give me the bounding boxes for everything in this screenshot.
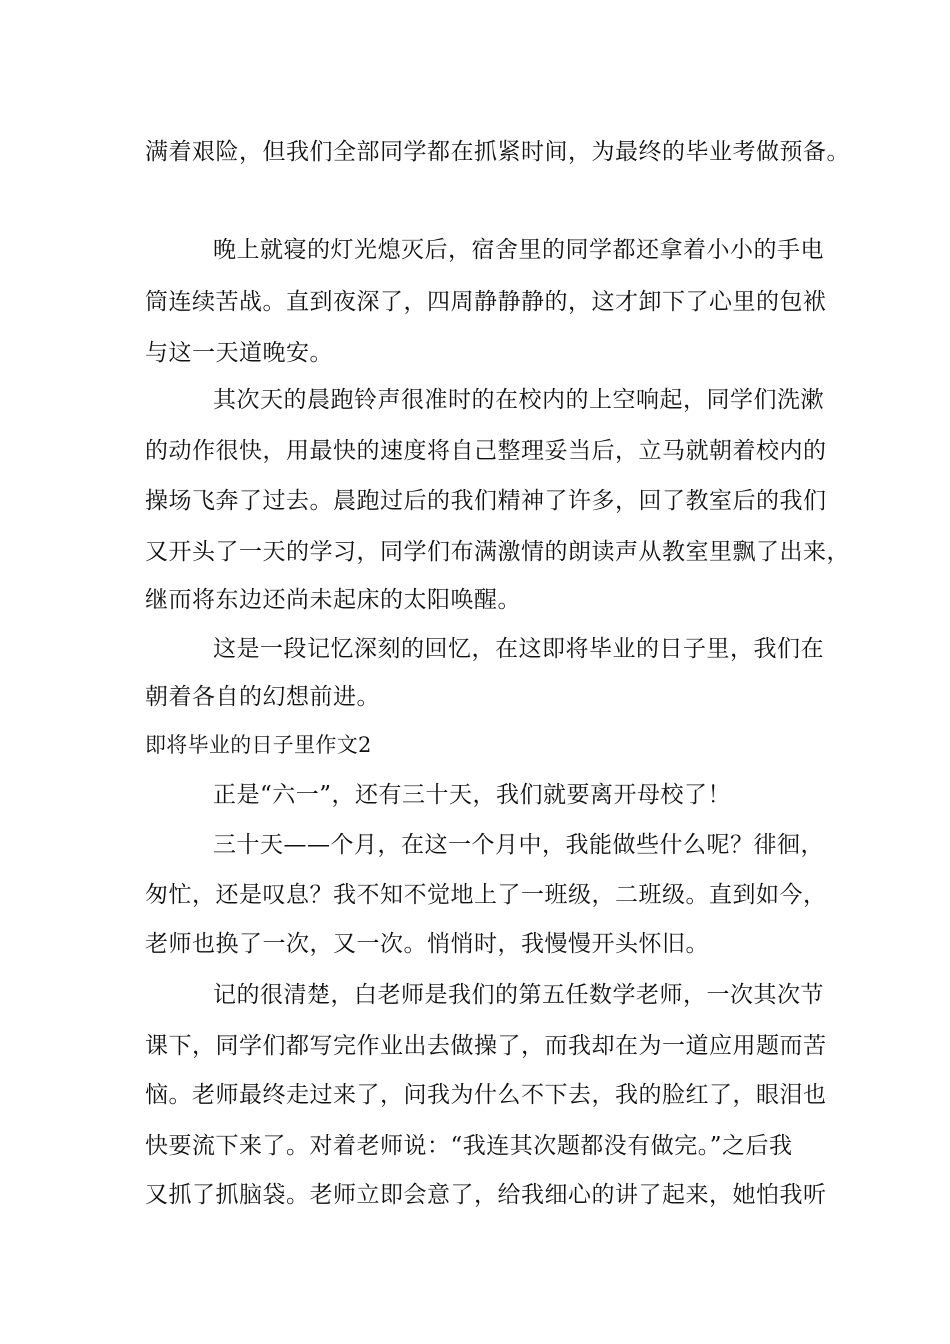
paragraph-line: 记的很清楚，白老师是我们的第五任数学老师，一次其次节 [213, 982, 824, 1008]
paragraph-line: 满着艰险，但我们全部同学都在抓紧时间，为最终的毕业考做预备。 [145, 139, 850, 165]
paragraph-line: 筒连续苦战。直到夜深了，四周静静静的，这才卸下了心里的包袱 [145, 289, 827, 315]
paragraph-line: 与这一天道晚安。 [145, 340, 333, 366]
paragraph-line: 其次天的晨跑铃声很准时的在校内的上空响起，同学们洗漱 [213, 387, 824, 413]
paragraph-line: 快要流下来了。对着老师说：“我连其次题都没有做完。”之后我 [145, 1133, 793, 1159]
paragraph-line: 正是“六一”，还有三十天，我们就要离开母校了！ [213, 782, 732, 808]
section-heading: 即将毕业的日子里作文2 [145, 733, 372, 757]
paragraph-line: 又开头了一天的学习，同学们布满激情的朗读声从教室里飘了出来， [145, 539, 850, 565]
paragraph-line: 又抓了抓脑袋。老师立即会意了，给我细心的讲了起来，她怕我听 [145, 1182, 827, 1208]
paragraph-line: 晚上就寝的灯光熄灭后，宿舍里的同学都还拿着小小的手电 [213, 237, 824, 263]
paragraph-line: 朝着各自的幻想前进。 [145, 684, 380, 710]
paragraph-line: 的动作很快，用最快的速度将自己整理妥当后，立马就朝着校内的 [145, 438, 827, 464]
paragraph-line: 老师也换了一次，又一次。悄悄时，我慢慢开头怀旧。 [145, 931, 709, 957]
paragraph-line: 课下，同学们都写完作业出去做操了，而我却在为一道应用题而苦 [145, 1033, 827, 1059]
paragraph-line: 三十天——个月，在这一个月中，我能做些什么呢？徘徊， [213, 832, 824, 858]
paragraph-line: 继而将东边还尚未起床的太阳唤醒。 [145, 587, 521, 613]
paragraph-line: 这是一段记忆深刻的回忆，在这即将毕业的日子里，我们在 [213, 636, 824, 662]
paragraph-line: 恼。老师最终走过来了，问我为什么不下去，我的脸红了，眼泪也 [145, 1082, 827, 1108]
paragraph-line: 匆忙，还是叹息？我不知不觉地上了一班级，二班级。直到如今， [145, 882, 827, 908]
paragraph-line: 操场飞奔了过去。晨跑过后的我们精神了许多，回了教室后的我们 [145, 488, 827, 514]
